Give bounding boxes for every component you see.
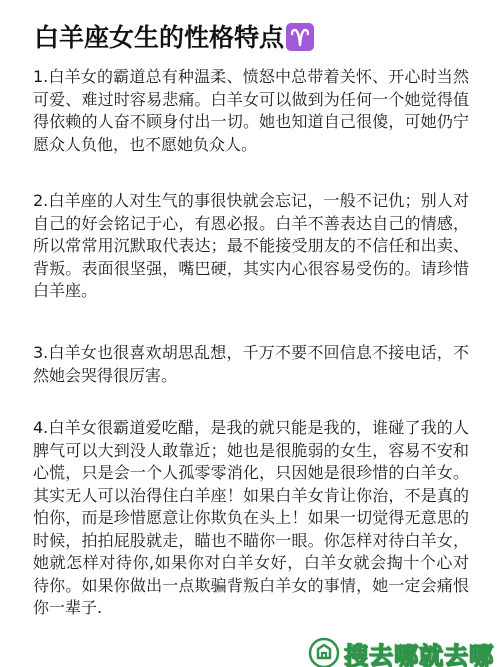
paragraph-2: 2.白羊座的人对生气的事很快就会忘记，一般不记仇；别人对自己的好会铭记于心，有恩必报。白羊不善表达自己的情感，所以常常用沉默取代表达；最不能接受朋友的不信任和出卖、背叛。表面很坚强，嘴巴硬，其实内心很容易受伤的。请珍惜白羊座。 [33, 191, 469, 300]
watermark-logo-icon [308, 637, 340, 667]
title-text: 白羊座女生的性格特点 [34, 23, 285, 52]
paragraph-1: 1.白羊女的霸道总有种温柔、愤怒中总带着关怀、开心时当然可爱、难过时容易悲痛。白羊女可以做到为任何一个她觉得值得依赖的人奋不顾身付出一切。她也知道自己很傻，可她仍宁愿众人负他，也不愿她负众人。 [33, 67, 469, 154]
watermark [308, 635, 494, 667]
page-title [34, 22, 314, 54]
paragraph-4: 4.白羊女很霸道爱吃醋，是我的就只能是我的，谁碰了我的人脾气可以大到没人敢靠近；她也是很脆弱的女生，容易不安和心慌，只是会一个人孤零零消化，只因她是很珍惜的白羊女。其实无人可以治得住白羊座！如果白羊女肯让你治，不是真的怕你，而是珍惜愿意让你欺负在头上！如果一切觉得无意思的时候，拍拍屁股就走，瞄也不瞄你一眼。你怎样对待白羊女，她就怎样对待你,如果你对白羊女好，白羊女就会掏十个心对待你。如果你做出一点欺骗背叛白羊女的事情，她一定会痛恨你一辈子. [33, 418, 469, 617]
paragraph-3: 3.白羊女也很喜欢胡思乱想，千万不要不回信息不接电话，不然她会哭得很厉害。 [33, 343, 469, 385]
aries-zodiac-icon [286, 23, 314, 51]
watermark-text: 搜去哪就去哪 [344, 641, 494, 667]
